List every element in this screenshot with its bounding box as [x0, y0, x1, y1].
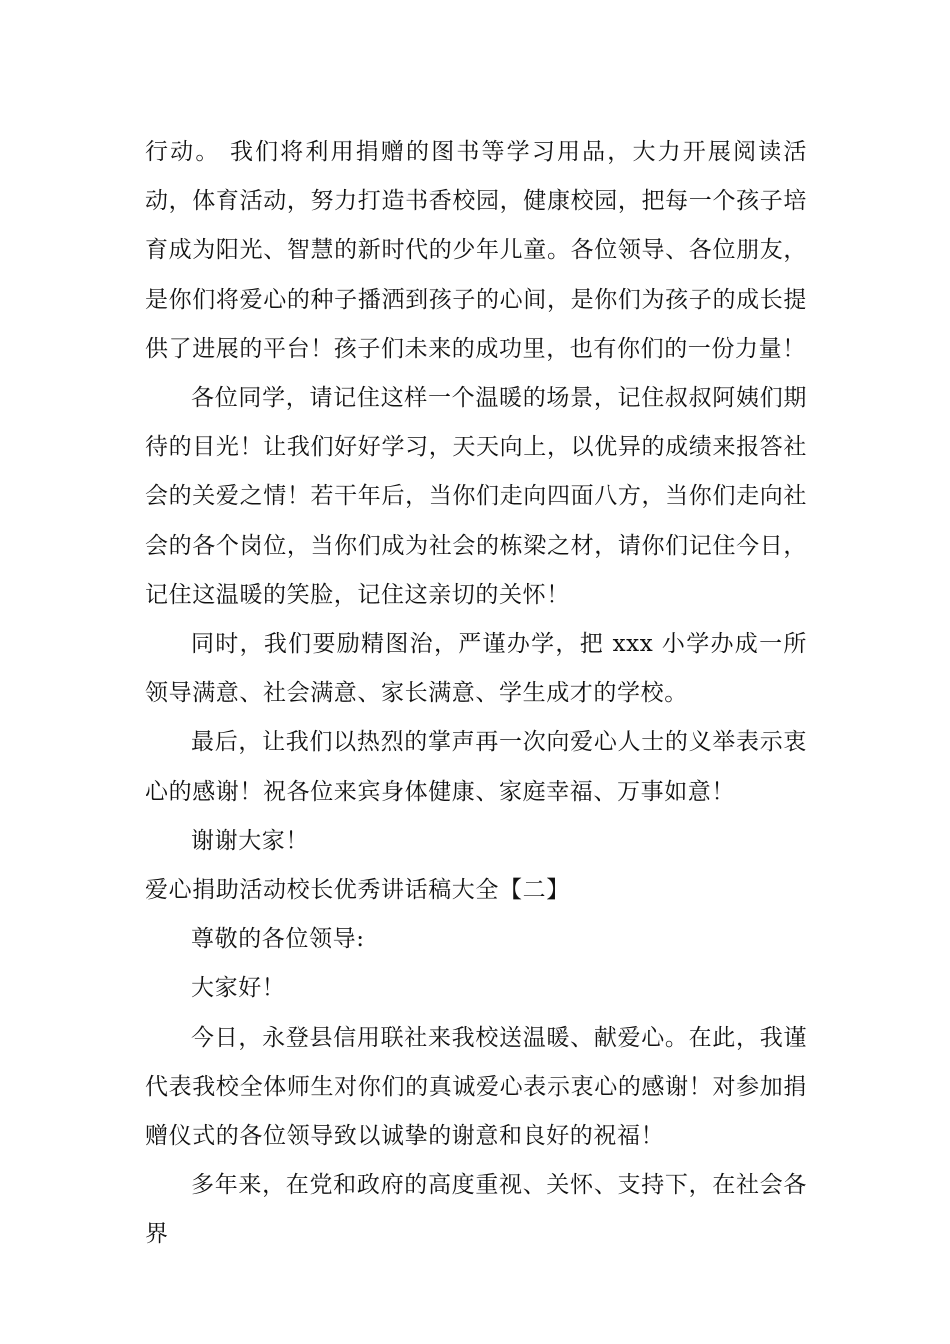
document-body: [145, 128, 807, 1260]
paragraph-5: 谢谢大家！: [191, 827, 309, 854]
paragraph-10: 多年来，在党和政府的高度重视、关怀、支持下，在社会各界: [145, 1172, 807, 1248]
paragraph-9: 今日，永登县信用联社来我校送温暖、献爱心。在此，我谨代表我校全体师生对你们的真诚爱心表示衷心的感谢！对参加捐赠仪式的各位领导致以诚挚的谢意和良好的祝福！: [145, 1024, 807, 1150]
section-heading: 爱心捐助活动校长优秀讲话稿大全【二】: [145, 877, 570, 904]
paragraph-4: 最后，让我们以热烈的掌声再一次向爱心人士的义举表示衷心的感谢！祝各位来宾身体健康、家庭幸福、万事如意！: [145, 729, 807, 805]
paragraph-1: 行动。 我们将利用捐赠的图书等学习用品，大力开展阅读活动，体育活动，努力打造书香校园，健康校园，把每一个孩子培育成为阳光、智慧的新时代的少年儿童。各位领导、各位朋友，是你们将爱心的种子播洒到孩子的心间，是你们为孩子的成长提供了进展的平台！孩子们未来的成功里，也有你们的一份力量！: [145, 139, 807, 362]
paragraph-2: 各位同学，请记住这样一个温暖的场景，记住叔叔阿姨们期待的目光！让我们好好学习，天天向上，以优异的成绩来报答社会的关爱之情！若干年后，当你们走向四面八方，当你们走向社会的各个岗位，当你们成为社会的栋梁之材，请你们记住今日，记住这温暖的笑脸，记住这亲切的关怀！: [145, 385, 807, 608]
salutation: 尊敬的各位领导:: [191, 926, 365, 953]
greeting: 大家好！: [191, 975, 286, 1002]
paragraph-3: 同时，我们要励精图治，严谨办学，把 xxx 小学办成一所领导满意、社会满意、家长满意、学生成才的学校。: [145, 631, 807, 707]
